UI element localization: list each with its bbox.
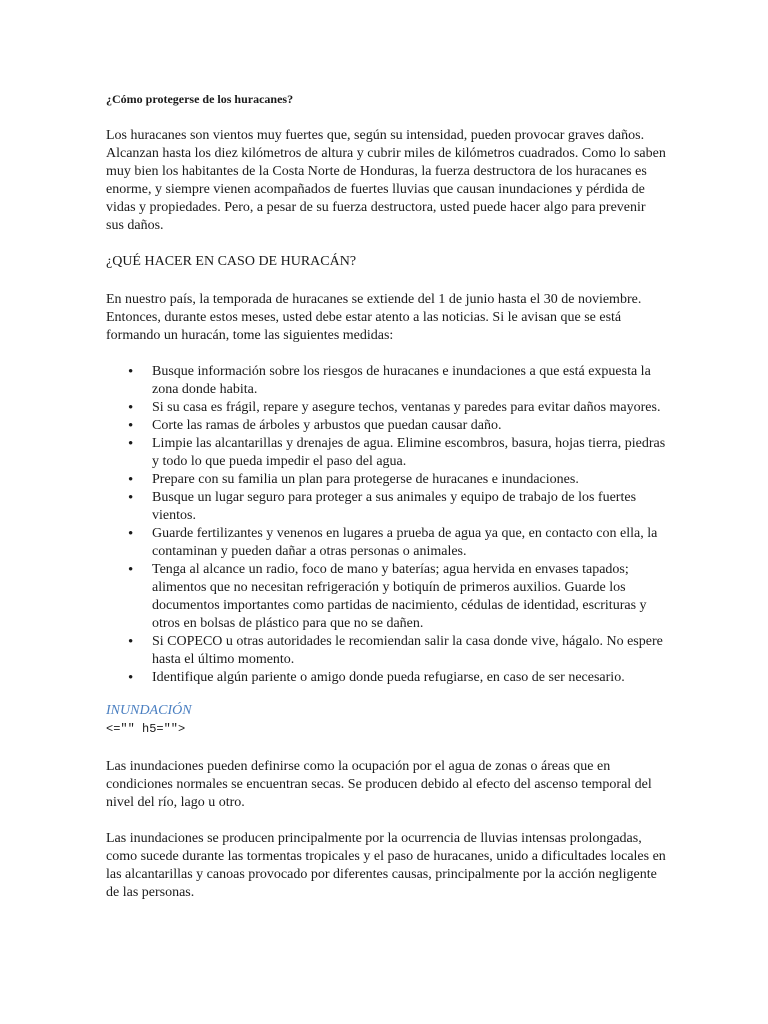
list-item: • Tenga al alcance un radio, foco de mano y baterías; agua hervida en envases tapados; alimentos que no necesitan refrigeración y botiquín de primeros auxilios. Guarde los documentos importantes como partidas de nacimiento, cédulas de identidad, escrituras y otros en bolsas de plástico para que no se dañen.	[152, 561, 666, 633]
measures-list	[106, 363, 666, 687]
list-item: • Limpie las alcantarillas y drenajes de agua. Elimine escombros, basura, hojas tierra, piedras y todo lo que pueda impedir el paso del agua.	[152, 435, 666, 471]
flood-subheading: INUNDACIÓN	[106, 703, 192, 718]
section-heading: ¿QUÉ HACER EN CASO DE HURACÁN?	[106, 254, 357, 269]
list-item: • Si COPECO u otras autoridades le recomiendan salir la casa donde vive, hágalo. No espere hasta el último momento.	[152, 633, 666, 669]
list-item: • Corte las ramas de árboles y arbustos que puedan causar daño.	[152, 417, 666, 435]
list-item: • Si su casa es frágil, repare y asegure techos, ventanas y paredes para evitar daños mayores.	[152, 399, 666, 417]
document-body	[106, 91, 666, 902]
list-item: • Identifique algún pariente o amigo donde pueda refugiarse, en caso de ser necesario.	[152, 669, 666, 687]
flood-causes-paragraph: Las inundaciones se producen principalmente por la ocurrencia de lluvias intensas prolongadas, como sucede durante las tormentas tropicales y el paso de huracanes, unido a dificultades locales en las alcantarillas y canoas provocado por diferentes causas, principalmente por la acción negligente de las personas.	[106, 831, 666, 900]
list-item: • Busque información sobre los riesgos de huracanes e inundaciones a que está expuesta la zona donde habita.	[152, 363, 666, 399]
flood-definition-paragraph: Las inundaciones pueden definirse como la ocupación por el agua de zonas o áreas que en condiciones normales se encuentran secas. Se producen debido al efecto del ascenso temporal del nivel del río, lago u otro.	[106, 759, 652, 810]
list-item: • Guarde fertilizantes y venenos en lugares a prueba de agua ya que, en contacto con ella, la contaminan y pueden dañar a otras personas o animales.	[152, 525, 666, 561]
document-title: ¿Cómo protegerse de los huracanes?	[106, 92, 294, 106]
code-fragment: <="" h5="">	[106, 722, 186, 736]
intro-paragraph: Los huracanes son vientos muy fuertes que, según su intensidad, pueden provocar graves daños. Alcanzan hasta los diez kilómetros de altura y cubrir miles de kilómetros cuadrados. Como lo saben muy bien los habitantes de la Costa Norte de Honduras, la fuerza destructora de los huracanes es enorme, y siempre vienen acompañados de fuertes lluvias que causan inundaciones y pérdida de vidas y propiedades. Pero, a pesar de su fuerza destructora, usted puede hacer algo para prevenir sus daños.	[106, 128, 666, 233]
list-item: • Prepare con su familia un plan para protegerse de huracanes e inundaciones.	[152, 471, 666, 489]
season-paragraph: En nuestro país, la temporada de huracanes se extiende del 1 de junio hasta el 30 de noviembre. Entonces, durante estos meses, usted debe estar atento a las noticias. Si le avisan que se está formando un huracán, tome las siguientes medidas:	[106, 292, 642, 343]
list-item: • Busque un lugar seguro para proteger a sus animales y equipo de trabajo de los fuertes vientos.	[152, 489, 666, 525]
